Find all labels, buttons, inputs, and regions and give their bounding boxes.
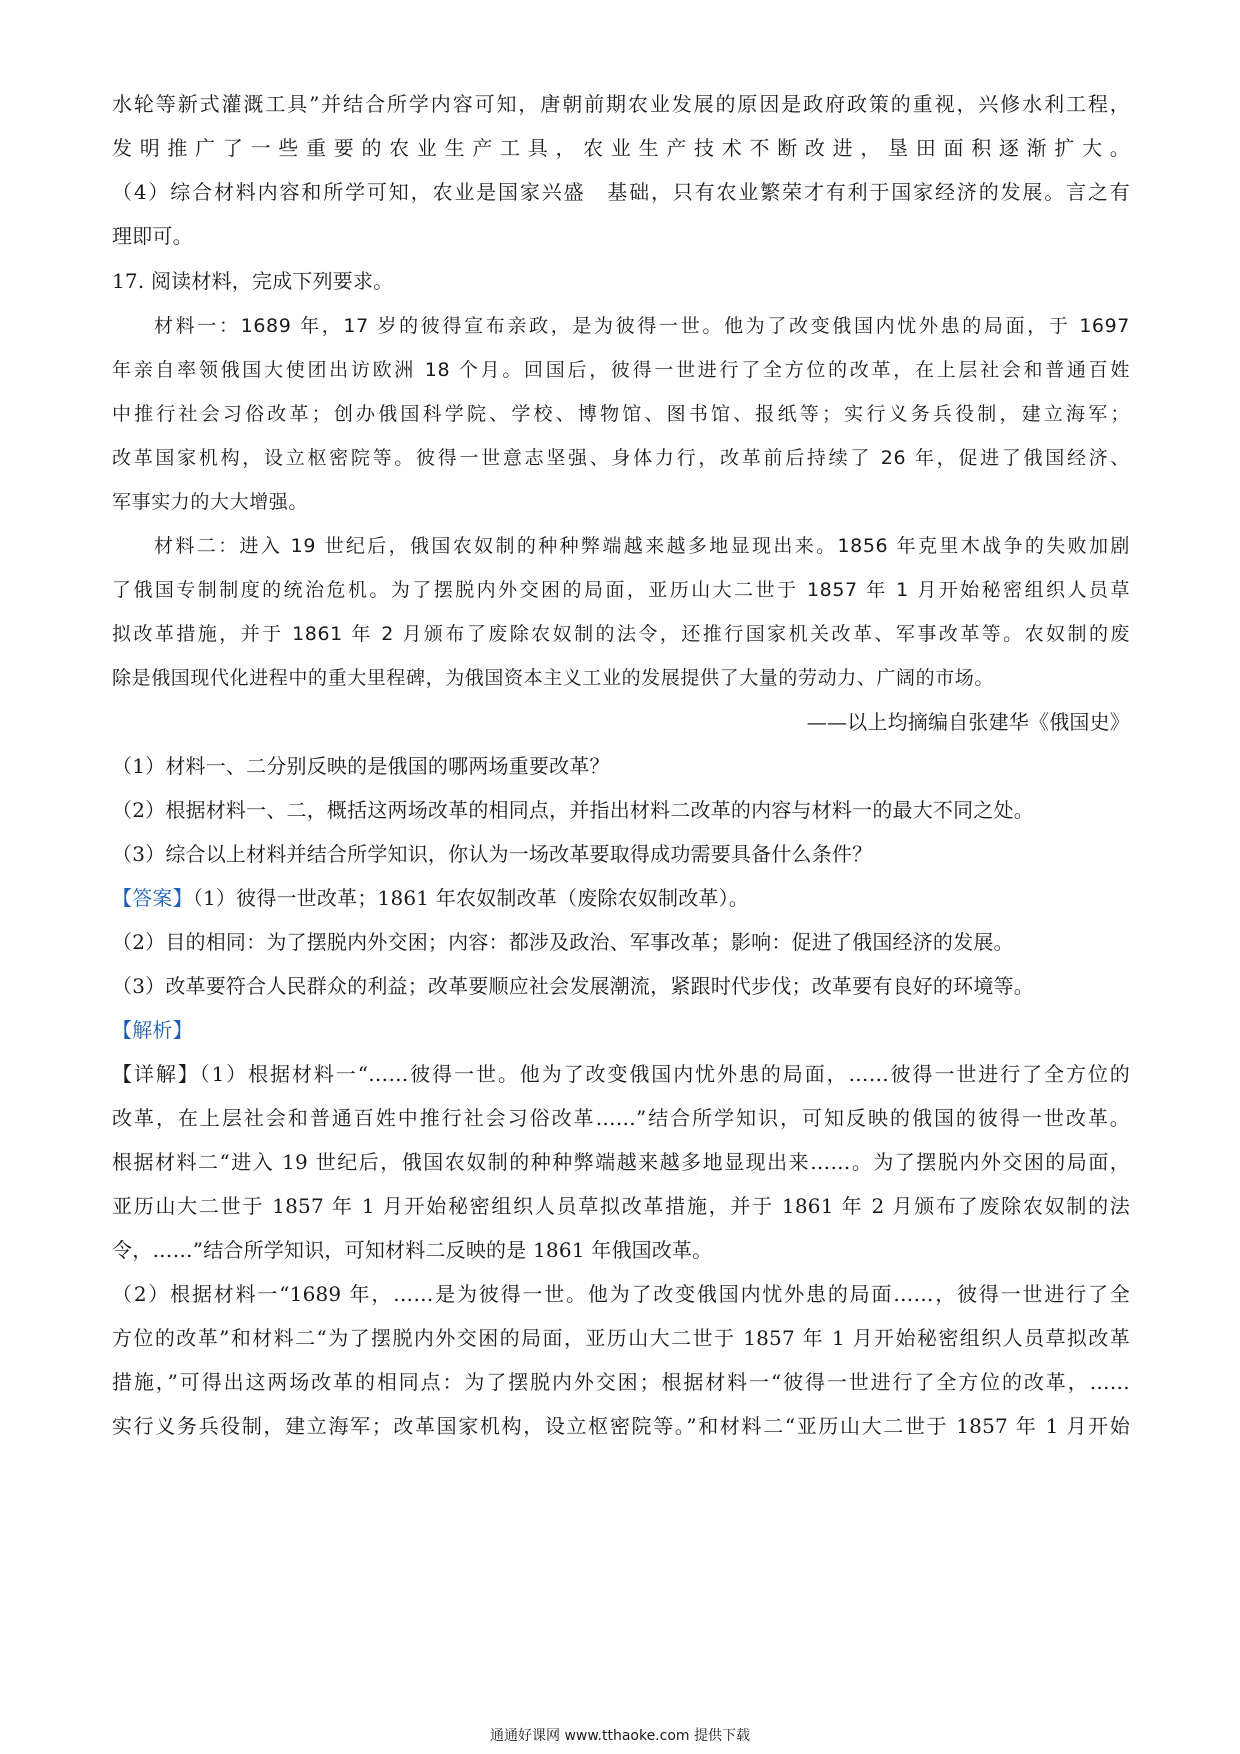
material-two-line: 了俄国专制制度的统治危机。为了摆脱内外交困的局面，亚历山大二世于 1857 年 1 月开始秘密组织人员草: [112, 579, 1130, 601]
answer-line: [112, 884, 749, 912]
question-3: （3）综合以上材料并结合所学知识，你认为一场改革要取得成功需要具备什么条件？: [112, 842, 873, 866]
text-line: 水轮等新式灌溉工具”并结合所学内容可知，唐朝前期农业发展的原因是政府政策的重视，兴修水利工程，: [112, 92, 1130, 116]
footer-watermark: 通通好课网 www.tthaoke.com 提供下载: [490, 1728, 750, 1744]
text-line: 理即可。: [112, 224, 193, 248]
material-two-line: 材料二：进入 19 世纪后，俄国农奴制的种种弊端越来越多地显现出来。1856 年克里木战争的失败加剧: [154, 535, 1130, 557]
answer-1: （1）彼得一世改革；1861 年农奴制改革（废除农奴制改革）。: [192, 886, 749, 910]
answer-tag: 【答案】: [112, 886, 193, 910]
question-1: （1）材料一、二分别反映的是俄国的哪两场重要改革？: [112, 754, 610, 778]
analysis-tag: 【解析】: [112, 1018, 193, 1042]
detail-line: 【详解】（1）根据材料一“……彼得一世。他为了改变俄国内忧外患的局面，……彼得一世进行了全方位的: [112, 1062, 1130, 1086]
material-one-line: 年亲自率领俄国大使团出访欧洲 18 个月。回国后，彼得一世进行了全方位的改革，在上层社会和普通百姓: [112, 359, 1130, 381]
question-2: （2）根据材料一、二，概括这两场改革的相同点，并指出材料二改革的内容与材料一的最大不同之处。: [112, 798, 1034, 822]
answer-3: （3）改革要符合人民群众的利益；改革要顺应社会发展潮流，紧跟时代步伐；改革要有良好的环境等。: [112, 974, 1034, 998]
material-one-line: 材料一：1689 年，17 岁的彼得宣布亲政，是为彼得一世。他为了改变俄国内忧外患的局面，于 1697: [154, 315, 1130, 337]
answer-2: （2）目的相同：为了摆脱内外交困；内容：都涉及政治、军事改革；影响：促进了俄国经济的发展。: [112, 930, 1014, 954]
detail-line: 方位的改革”和材料二“为了摆脱内外交困的局面，亚历山大二世于 1857 年 1 月开始秘密组织人员草拟改革: [112, 1326, 1130, 1350]
text-line: 发明推广了一些重要的农业生产工具，农业生产技术不断改进，垦田面积逐渐扩大。: [112, 136, 1130, 160]
source-citation: ——以上均摘编自张建华《俄国史》: [806, 710, 1130, 734]
question-17-title: 17. 阅读材料，完成下列要求。: [112, 269, 394, 293]
material-two-line: 拟改革措施，并于 1861 年 2 月颁布了废除农奴制的法令，还推行国家机关改革、军事改革等。农奴制的废: [112, 623, 1130, 645]
material-two-line: 除是俄国现代化进程中的重大里程碑，为俄国资本主义工业的发展提供了大量的劳动力、广阔的市场。: [112, 667, 995, 689]
detail-line: 根据材料二“进入 19 世纪后，俄国农奴制的种种弊端越来越多地显现出来……。为了摆脱内外交困的局面，: [112, 1150, 1130, 1174]
detail-line: 实行义务兵役制，建立海军；改革国家机构，设立枢密院等。”和材料二“亚历山大二世于 1857 年 1 月开始: [112, 1414, 1130, 1438]
material-one-line: 军事实力的大大增强。: [112, 491, 309, 513]
detail-line: 亚历山大二世于 1857 年 1 月开始秘密组织人员草拟改革措施，并于 1861 年 2 月颁布了废除农奴制的法: [112, 1194, 1130, 1218]
material-one-line: 改革国家机构，设立枢密院等。彼得一世意志坚强、身体力行，改革前后持续了 26 年，促进了俄国经济、: [112, 447, 1130, 469]
detail-line: （2）根据材料一“1689 年，……是为彼得一世。他为了改变俄国内忧外患的局面……，彼得一世进行了全: [112, 1282, 1130, 1306]
detail-line: 改革，在上层社会和普通百姓中推行社会习俗改革……”结合所学知识，可知反映的俄国的彼得一世改革。: [112, 1106, 1130, 1130]
detail-line: 措施，”可得出这两场改革的相同点：为了摆脱内外交困；根据材料一“彼得一世进行了全方位的改革，……: [112, 1370, 1130, 1394]
detail-line: 令，……”结合所学知识，可知材料二反映的是 1861 年俄国改革。: [112, 1238, 713, 1262]
sub-answer-4: （4）综合材料内容和所学可知，农业是国家兴盛 基础，只有农业繁荣才有利于国家经济的发展。言之有: [112, 180, 1130, 204]
material-one-line: 中推行社会习俗改革；创办俄国科学院、学校、博物馆、图书馆、报纸等；实行义务兵役制，建立海军；: [112, 403, 1130, 425]
